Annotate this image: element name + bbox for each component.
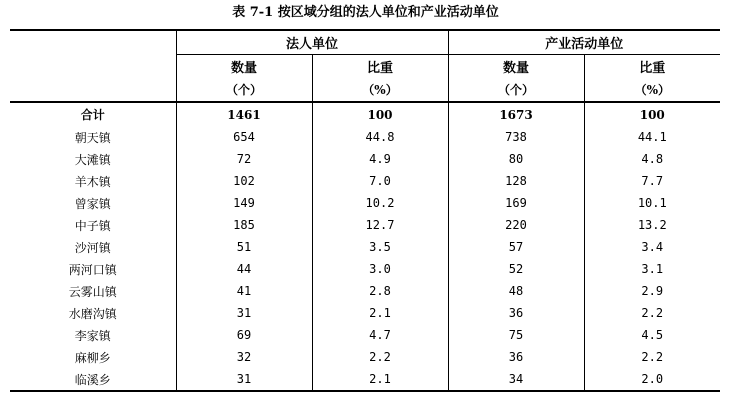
row-label: 羊木镇 (74, 174, 111, 189)
legal-share-cell: 4.9 (312, 148, 448, 170)
legal-share-cell: 2.1 (312, 302, 448, 324)
legal-share-cell: 2.8 (312, 280, 448, 302)
row-label: 水磨沟镇 (68, 306, 117, 321)
industry-count-cell: 738 (448, 126, 584, 148)
industry-share-cell: 44.1 (584, 126, 720, 148)
statistics-table (10, 29, 720, 392)
row-header-corner (10, 30, 176, 102)
legal-count-cell: 31 (176, 302, 312, 324)
industry-share-cell: 100 (584, 102, 720, 126)
table-row (10, 346, 720, 368)
legal-count-cell: 69 (176, 324, 312, 346)
industry-share-cell: 13.2 (584, 214, 720, 236)
legal-count-cell: 654 (176, 126, 312, 148)
industry-share-cell: 2.9 (584, 280, 720, 302)
row-label: 云雾山镇 (68, 284, 117, 299)
row-label: 中子镇 (74, 218, 111, 233)
row-label: 李家镇 (74, 328, 111, 343)
table-row (10, 214, 720, 236)
group-header-legal: 法人单位 (176, 30, 448, 55)
legal-count-cell: 149 (176, 192, 312, 214)
table-row (10, 148, 720, 170)
legal-share-cell: 44.8 (312, 126, 448, 148)
legal-count-cell: 185 (176, 214, 312, 236)
table-row (10, 192, 720, 214)
industry-count-cell: 36 (448, 302, 584, 324)
col-header-legal-count: 数量 (176, 55, 312, 78)
legal-share-cell: 3.5 (312, 236, 448, 258)
industry-count-cell: 48 (448, 280, 584, 302)
industry-share-cell: 2.0 (584, 368, 720, 391)
industry-count-cell: 169 (448, 192, 584, 214)
row-label: 朝天镇 (74, 130, 111, 145)
table-row (10, 368, 720, 391)
table-row (10, 302, 720, 324)
table-row (10, 170, 720, 192)
industry-count-cell: 1673 (448, 102, 584, 126)
table-row (10, 280, 720, 302)
industry-share-cell: 7.7 (584, 170, 720, 192)
unit-legal-share: （%） (312, 77, 448, 102)
table-row (10, 126, 720, 148)
row-label: 两河口镇 (68, 262, 117, 277)
col-header-legal-share: 比重 (312, 55, 448, 78)
legal-count-cell: 51 (176, 236, 312, 258)
legal-share-cell: 100 (312, 102, 448, 126)
table-row (10, 236, 720, 258)
table-body (10, 102, 720, 391)
total-row (10, 102, 720, 126)
legal-count-cell: 31 (176, 368, 312, 391)
legal-count-cell: 1461 (176, 102, 312, 126)
legal-count-cell: 72 (176, 148, 312, 170)
legal-count-cell: 32 (176, 346, 312, 368)
row-label: 合计 (10, 102, 176, 126)
industry-count-cell: 57 (448, 236, 584, 258)
industry-count-cell: 36 (448, 346, 584, 368)
row-label: 曾家镇 (74, 196, 111, 211)
unit-industry-share: （%） (584, 77, 720, 102)
legal-share-cell: 12.7 (312, 214, 448, 236)
legal-share-cell: 10.2 (312, 192, 448, 214)
row-label: 大滩镇 (74, 152, 111, 167)
industry-share-cell: 4.5 (584, 324, 720, 346)
industry-count-cell: 52 (448, 258, 584, 280)
legal-count-cell: 41 (176, 280, 312, 302)
row-label: 沙河镇 (74, 240, 111, 255)
legal-share-cell: 4.7 (312, 324, 448, 346)
legal-count-cell: 44 (176, 258, 312, 280)
group-header-industry: 产业活动单位 (448, 30, 720, 55)
col-header-industry-count: 数量 (448, 55, 584, 78)
industry-share-cell: 3.4 (584, 236, 720, 258)
industry-share-cell: 3.1 (584, 258, 720, 280)
row-label: 临溪乡 (10, 368, 176, 391)
industry-count-cell: 75 (448, 324, 584, 346)
legal-share-cell: 2.1 (312, 368, 448, 391)
unit-legal-count: （个） (176, 77, 312, 102)
industry-count-cell: 128 (448, 170, 584, 192)
table-row (10, 324, 720, 346)
legal-share-cell: 2.2 (312, 346, 448, 368)
industry-count-cell: 80 (448, 148, 584, 170)
industry-share-cell: 2.2 (584, 302, 720, 324)
industry-share-cell: 2.2 (584, 346, 720, 368)
legal-count-cell: 102 (176, 170, 312, 192)
legal-share-cell: 3.0 (312, 258, 448, 280)
unit-industry-count: （个） (448, 77, 584, 102)
col-header-industry-share: 比重 (584, 55, 720, 78)
legal-share-cell: 7.0 (312, 170, 448, 192)
industry-count-cell: 34 (448, 368, 584, 391)
industry-count-cell: 220 (448, 214, 584, 236)
industry-share-cell: 4.8 (584, 148, 720, 170)
industry-share-cell: 10.1 (584, 192, 720, 214)
table-title: 表 7-1 按区域分组的法人单位和产业活动单位 (232, 5, 499, 20)
table-row (10, 258, 720, 280)
row-label: 麻柳乡 (74, 350, 111, 365)
